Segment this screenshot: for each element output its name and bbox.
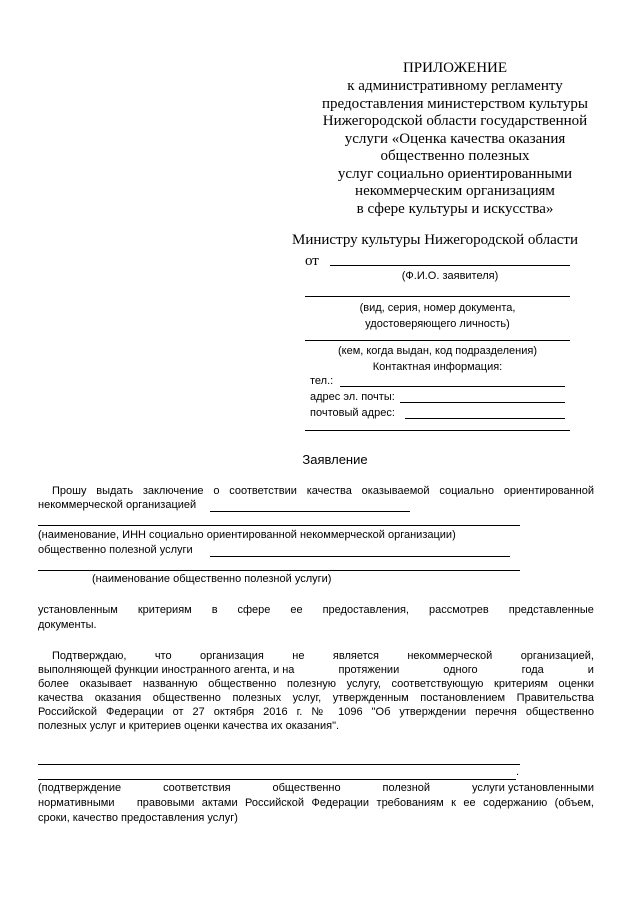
confirmation-period: . <box>516 766 520 778</box>
issued-caption: (кем, когда выдан, код подразделения) <box>337 345 538 357</box>
confirm-line-3: более оказывает названную общественно полезную услугу, соответствующую критериям оценки <box>38 678 594 690</box>
criteria-word: рассмотрев <box>428 604 489 616</box>
confirm-line-6: полезных услуг и критериев оценки качества их оказания". <box>38 720 340 732</box>
postal-label: почтовый адрес: <box>310 407 395 419</box>
confirm-caption-word: услуги установленными <box>471 782 594 794</box>
confirm-word: организация <box>199 650 264 662</box>
confirmation-field-line-1[interactable] <box>38 764 520 765</box>
email-field-line[interactable] <box>400 402 565 403</box>
confirm-line-2 <box>38 664 594 676</box>
confirm-word: является <box>332 650 379 662</box>
issued-field-line[interactable] <box>305 340 570 341</box>
request-line-1: Прошу выдать заключение о соответствии качества оказываемой социально ориентированной <box>52 485 594 497</box>
criteria-word: сфере <box>237 604 271 616</box>
criteria-word: критериям <box>137 604 192 616</box>
confirm-word: организацией, <box>520 650 594 662</box>
service-inline-field-line[interactable] <box>210 556 510 557</box>
confirmation-field-line-2[interactable] <box>38 779 516 780</box>
postal-field-line[interactable] <box>405 418 565 419</box>
confirm-word: года <box>521 664 544 676</box>
confirm-caption-line-1 <box>38 782 594 794</box>
fio-caption: (Ф.И.О. заявителя) <box>401 270 499 282</box>
service-label: общественно полезной услуги <box>38 544 193 556</box>
criteria-line-1 <box>38 604 594 616</box>
confirm-caption-word: соответствия <box>163 782 231 794</box>
appendix-line: услуги «Оценка качества оказания <box>344 130 566 147</box>
fio-field-line[interactable] <box>330 265 570 266</box>
confirm-word: Подтверждаю, <box>52 650 127 662</box>
extra-field-line[interactable] <box>305 430 570 431</box>
confirm-caption-line-2: нормативными правовыми актами Российской Федерации требованиям к ее содержанию (объем, <box>38 797 594 809</box>
appendix-line: общественно полезных <box>380 148 530 164</box>
document-caption-line: (вид, серия, номер документа, <box>359 302 516 314</box>
org-caption: (наименование, ИНН социально ориентированной некоммерческой организации) <box>38 529 456 541</box>
confirm-word: что <box>154 650 172 662</box>
appendix-line: услуг социально ориентированными <box>337 165 573 182</box>
org-inline-field-line[interactable] <box>210 511 410 512</box>
criteria-word: установленным <box>38 604 118 616</box>
from-label: от <box>305 253 319 269</box>
criteria-word: предоставления, <box>322 604 409 616</box>
criteria-word: представленные <box>508 604 594 616</box>
appendix-line: предоставления министерством культуры <box>322 95 588 112</box>
service-caption: (наименование общественно полезной услуги) <box>92 573 332 585</box>
confirm-word: и <box>587 664 594 676</box>
contact-heading: Контактная информация: <box>372 361 503 373</box>
request-line-2: некоммерческой организацией <box>38 499 197 511</box>
confirm-word: одного <box>443 664 478 676</box>
criteria-line-2: документы. <box>38 619 97 631</box>
appendix-line: некоммерческим организациям <box>355 183 555 199</box>
confirm-word: выполняющей функции иностранного агента, и на <box>38 664 295 676</box>
statement-title: Заявление <box>302 452 368 467</box>
criteria-word: ее <box>290 604 303 616</box>
confirm-word: не <box>292 650 305 662</box>
appendix-line: в сфере культуры и искусства» <box>356 200 554 217</box>
criteria-word: в <box>211 604 218 616</box>
confirm-caption-word: (подтверждение <box>38 782 122 794</box>
org-field-line[interactable] <box>38 525 520 526</box>
phone-field-line[interactable] <box>340 386 565 387</box>
appendix-line: Нижегородской области государственной <box>322 113 588 129</box>
confirm-word: протяжении <box>338 664 400 676</box>
appendix-line: к административному регламенту <box>347 78 563 94</box>
document-caption-line: удостоверяющего личность) <box>365 318 510 330</box>
appendix-lines <box>290 78 620 218</box>
document-caption <box>305 300 570 332</box>
email-label: адрес эл. почты: <box>310 391 395 403</box>
appendix-title: ПРИЛОЖЕНИЕ <box>402 60 508 76</box>
confirm-line-4: качества оказания общественно полезных услуг, утвержденным постановлением Правительства <box>38 692 594 704</box>
confirm-caption-word: общественно <box>272 782 341 794</box>
service-field-line[interactable] <box>38 570 520 571</box>
confirm-caption-word: полезной <box>382 782 431 794</box>
confirm-word: некоммерческой <box>407 650 493 662</box>
addressee-to: Министру культуры Нижегородской области <box>292 232 578 248</box>
phone-label: тел.: <box>310 375 334 387</box>
confirm-caption-line-3: сроки, качество предоставления услуг) <box>38 812 238 824</box>
confirm-line-1 <box>52 650 594 662</box>
confirm-line-5: Российской Федерации от 27 октября 2016 г. № 1096 "Об утверждении перечня общественно <box>38 706 594 718</box>
document-field-line[interactable] <box>305 296 570 297</box>
